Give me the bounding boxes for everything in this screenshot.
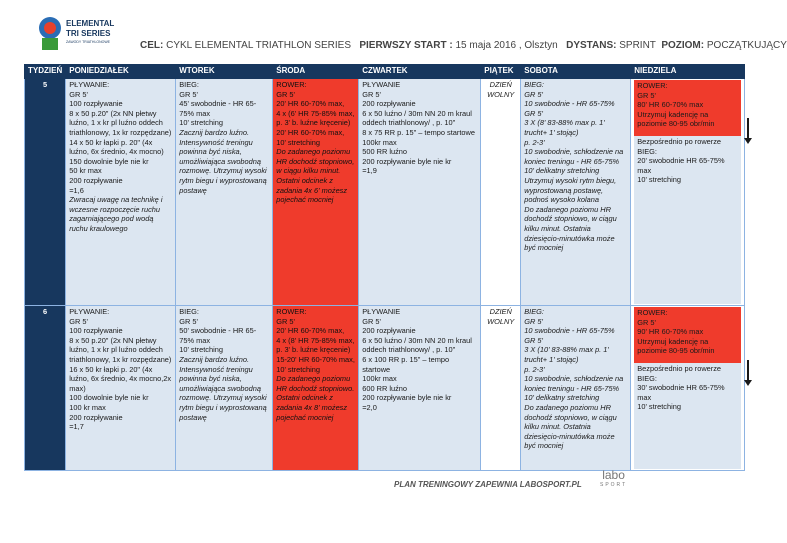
poziom-value: POCZĄTKUJĄCY [706,40,787,51]
workout-line: 30' swobodnie HR 65-75% max [637,383,727,402]
workout-line: 10' stretching [276,364,320,374]
workout-line: PŁYWANIE: [69,80,110,89]
col-header-wtorek: WTOREK [176,65,273,79]
workout-line: WOLNY [487,89,515,99]
elemental-tri-series-logo [36,14,132,54]
workout-line: 4 x (6' HR 75-85% max, p. 3' b. luźne kręcenie) [276,108,357,128]
sunday-bike-block [634,80,741,136]
workout-line: GR 5' [276,316,295,326]
workout-line: 8 x 50 p.20" (2x NN płetwy luźno, 1 x kr pl luźno oddech triathlonowy, 1x kr rozpędzane) [69,335,172,364]
tuesday-workout [176,79,273,306]
cel-value: CYKL ELEMENTAL TRIATHLON SERIES [166,40,351,51]
friday-rest-day [481,79,521,306]
workout-line: 200 rozpływanie [362,326,416,336]
workout-line: Utrzymuj wysoki rytm biegu, wyprostowaną postawę, podnoś wysoko kolana [524,175,619,205]
workout-line: GR 5' [362,316,381,326]
workout-line: 100 rozpływanie [69,99,123,109]
workout-line: 20' swobodnie HR 65-75% max [637,156,727,175]
workout-line: 4 x (8' HR 75-85% max, p. 3' b. luźne kręcenie) [276,335,357,355]
workout-line: BIEG: [637,146,657,156]
svg-text:ZAWODY TRIATHLONOWE: ZAWODY TRIATHLONOWE [66,40,111,44]
col-header-tydzien: TYDZIEŃ [25,65,66,79]
labosport-logo-main: labo [602,468,625,482]
col-header-poniedzialek: PONIEDZIAŁEK [66,65,176,79]
workout-line: 10' delikatny stretching [524,393,600,403]
week-number: 6 [25,306,66,471]
workout-line: 14 x 50 kr łapki p. 20" (4x luźno, 6x średnio, 4x mocno) [69,137,164,157]
workout-line: 90' HR 60-70% max [637,327,704,337]
workout-line: 8 x 75 RR p. 15" – tempo startowe [362,127,475,137]
workout-line: 10 swobodnie, schłodzenie na koniec treningu - HR 65-75% [524,374,626,393]
workout-line: Bezpośrednio po rowerze [637,364,722,373]
workout-line: 600 RR luźno [362,383,408,393]
workout-line: DZIEŃ [489,80,512,89]
thursday-workout [359,79,481,306]
workout-line: Zacznij bardzo luźno. Intensywność treningu powinna być niska, umożliwiająca swobodną rozmowę. Utrzymuj wysoki rytm biegu i wyprostowaną postawę [179,354,269,422]
workout-line: 200 rozpływanie [69,412,123,422]
workout-line: GR 5' [524,316,543,326]
col-header-piatek: PIĄTEK [481,65,521,79]
sunday-bike-block [634,307,741,363]
workout-line: GR 5' [362,89,381,99]
workout-line: 500 RR luźno [362,147,408,157]
workout-line: 10 swobodnie - HR 65-75% [524,326,615,336]
workout-line: Zwracaj uwagę na technikę i wczesne rozpoczęcie ruchu zagarniającego pod wodą ruchu kraulowego [69,195,165,233]
workout-line: 10' stretching [637,402,681,412]
workout-line: 20' HR 60-70% max, [276,99,345,109]
svg-text:ELEMENTAL: ELEMENTAL [66,19,115,28]
monday-workout [66,79,176,306]
workout-line: 50' swobodnie - HR 65-75% max [179,326,257,345]
workout-line: 200 rozpływanie byle nie kr [362,393,452,403]
workout-line: p. 2-3' [524,364,545,374]
workout-line: 10 swobodnie, schłodzenie na koniec treningu - HR 65-75% [524,147,626,166]
workout-line: 150 dowolnie byle nie kr [69,156,149,166]
start-value: 15 maja 2016 , Olsztyn [455,40,558,51]
workout-line: Do zadanego poziomu HR dochodź stopniowo. Ostatni odcinek z zadania 4x 8' możesz pojechać mocniej [276,374,357,422]
sunday-workout [631,79,745,306]
labosport-logo [600,470,627,490]
workout-line: BIEG: [179,307,199,316]
workout-line: 10' delikatny stretching [524,166,600,176]
workout-line: 100kr max [362,374,397,384]
cel-label: CEL: [140,40,164,51]
dystans-label: DYSTANS: [566,40,617,51]
col-header-niedziela: NIEDZIELA [631,65,745,79]
start-label: PIERWSZY START : [359,40,453,51]
week-row [25,306,745,471]
col-header-czwartek: CZWARTEK [359,65,481,79]
workout-line: GR 5' [524,335,543,345]
workout-line: GR 5' [524,108,543,118]
workout-line: 80' HR 60-70% max [637,100,704,110]
workout-line: GR 5' [637,90,656,100]
workout-line: GR 5' [69,89,88,99]
workout-line: =1,6 [69,185,84,195]
workout-line: Do zadanego poziomu HR dochodź stopniowo, w ciągu kilku minut. Ostatnia dziesięcio-minutówka może być mocniej [524,402,619,451]
workout-line: =1,7 [69,422,84,432]
col-header-sroda: ŚRODA [273,65,359,79]
workout-line: 200 rozpływanie [362,99,416,109]
svg-text:TRI SERIES: TRI SERIES [66,29,111,38]
workout-line: 16 x 50 kr łapki p. 20" (4x luźno, 6x średnio, 4x mocno,2x max) [69,364,174,393]
tuesday-workout [176,306,273,471]
workout-line: 10' stretching [276,137,320,147]
workout-line: GR 5' [524,89,543,99]
sunday-run-block [634,136,741,304]
workout-line: 50 kr max [69,166,102,176]
workout-line: GR 5' [179,316,198,326]
header-row [25,65,745,79]
week-row [25,79,745,306]
poziom-label: POZIOM: [661,40,705,51]
workout-line: Utrzymuj kadencję na poziomie 80-95 obr/min [637,336,715,356]
workout-line: 3 X (8' 83-88% max p. 1' trucht+ 1' stojąc) [524,118,607,137]
workout-line: 10' stretching [179,118,223,128]
workout-line: GR 5' [276,89,295,99]
wednesday-workout [273,306,359,471]
workout-line: 100 rozpływanie [69,326,123,336]
workout-line: 10' stretching [179,345,223,355]
workout-line: GR 5' [69,316,88,326]
saturday-workout [521,79,631,306]
arrow-down-icon [747,360,749,382]
workout-line: Utrzymuj kadencję na poziomie 80-95 obr/min [637,109,715,129]
workout-line: 100 kr max [69,402,106,412]
workout-line: 20' HR 60-70% max, [276,326,345,336]
workout-line: ROWER: [276,307,307,316]
week-number: 5 [25,79,66,306]
labosport-logo-sub: SPORT [600,482,628,488]
workout-line: 100 dowolnie byle nie kr [69,393,149,403]
workout-line: PŁYWANIE [362,307,401,316]
workout-line: DZIEŃ [489,307,512,316]
monday-workout [66,306,176,471]
workout-line: WOLNY [487,316,515,326]
workout-line: 200 rozpływanie [69,175,123,185]
workout-line: ROWER: [637,81,668,90]
workout-line: BIEG: [637,373,657,383]
col-header-sobota: SOBOTA [521,65,631,79]
wednesday-workout [273,79,359,306]
workout-line: Do zadanego poziomu HR dochodź stopniowo, w ciągu kilku minut. Ostatnia dziesięcio-minutówka może być mocniej [524,204,619,253]
sunday-workout [631,306,745,471]
workout-line: p. 2-3' [524,137,545,147]
thursday-workout [359,306,481,471]
dystans-value: SPRINT [619,40,656,51]
workout-line: 200 rozpływanie byle nie kr [362,156,452,166]
arrow-down-icon [747,118,749,140]
footer-text: PLAN TRENINGOWY ZAPEWNIA LABOSPORT.PL [394,480,582,489]
workout-line: 10' stretching [637,175,681,185]
training-plan-table [24,64,745,471]
workout-line: 100kr max [362,137,397,147]
workout-line: =2,0 [362,402,377,412]
workout-line: =1,9 [362,166,377,176]
workout-line: 6 x 50 luźno / 30m NN 20 m kraul oddech triathlonowy/ , p. 10" [362,335,474,355]
workout-line: ROWER: [276,80,307,89]
saturday-workout [521,306,631,471]
workout-line: PŁYWANIE: [69,307,110,316]
workout-line: PŁYWANIE [362,80,401,89]
sunday-run-block [634,363,741,469]
workout-line: 8 x 50 p.20" (2x NN płetwy luźno, 1 x kr pl luźno oddech triathlonowy, 1x kr rozpędzane) [69,108,172,137]
workout-line: 45' swobodnie - HR 65-75% max [179,99,257,118]
workout-line: 6 x 50 luźno / 30m NN 20 m kraul oddech triathlonowy/ , p. 10" [362,108,474,128]
workout-line: Do zadanego poziomu HR dochodź stopniowo, w ciągu kilku minut. Ostatni odcinek z zadania 4x 6' możesz pojechać mocniej [276,147,357,205]
workout-line: BIEG: [524,307,544,316]
workout-line: BIEG: [524,80,544,89]
workout-line: 6 x 100 RR p. 15" – tempo startowe [362,354,452,374]
workout-line: GR 5' [179,89,198,99]
workout-line: 3 X (10' 83-88% max p. 1' trucht+ 1' stojąc) [524,345,611,364]
workout-line: 15-20' HR 60-70% max, [276,354,355,364]
workout-line: 20' HR 60-70% max, [276,127,345,137]
workout-line: BIEG: [179,80,199,89]
workout-line: Bezpośrednio po rowerze [637,137,722,146]
workout-line: GR 5' [637,317,656,327]
friday-rest-day [481,306,521,471]
workout-line: 10 swobodnie - HR 65-75% [524,99,615,109]
workout-line: ROWER: [637,308,668,317]
plan-header [140,40,787,51]
workout-line: Zacznij bardzo luźno. Intensywność treningu powinna być niska, umożliwiająca swobodną rozmowę. Utrzymuj wysoki rytm biegu i wyprostowaną postawę [179,127,269,195]
